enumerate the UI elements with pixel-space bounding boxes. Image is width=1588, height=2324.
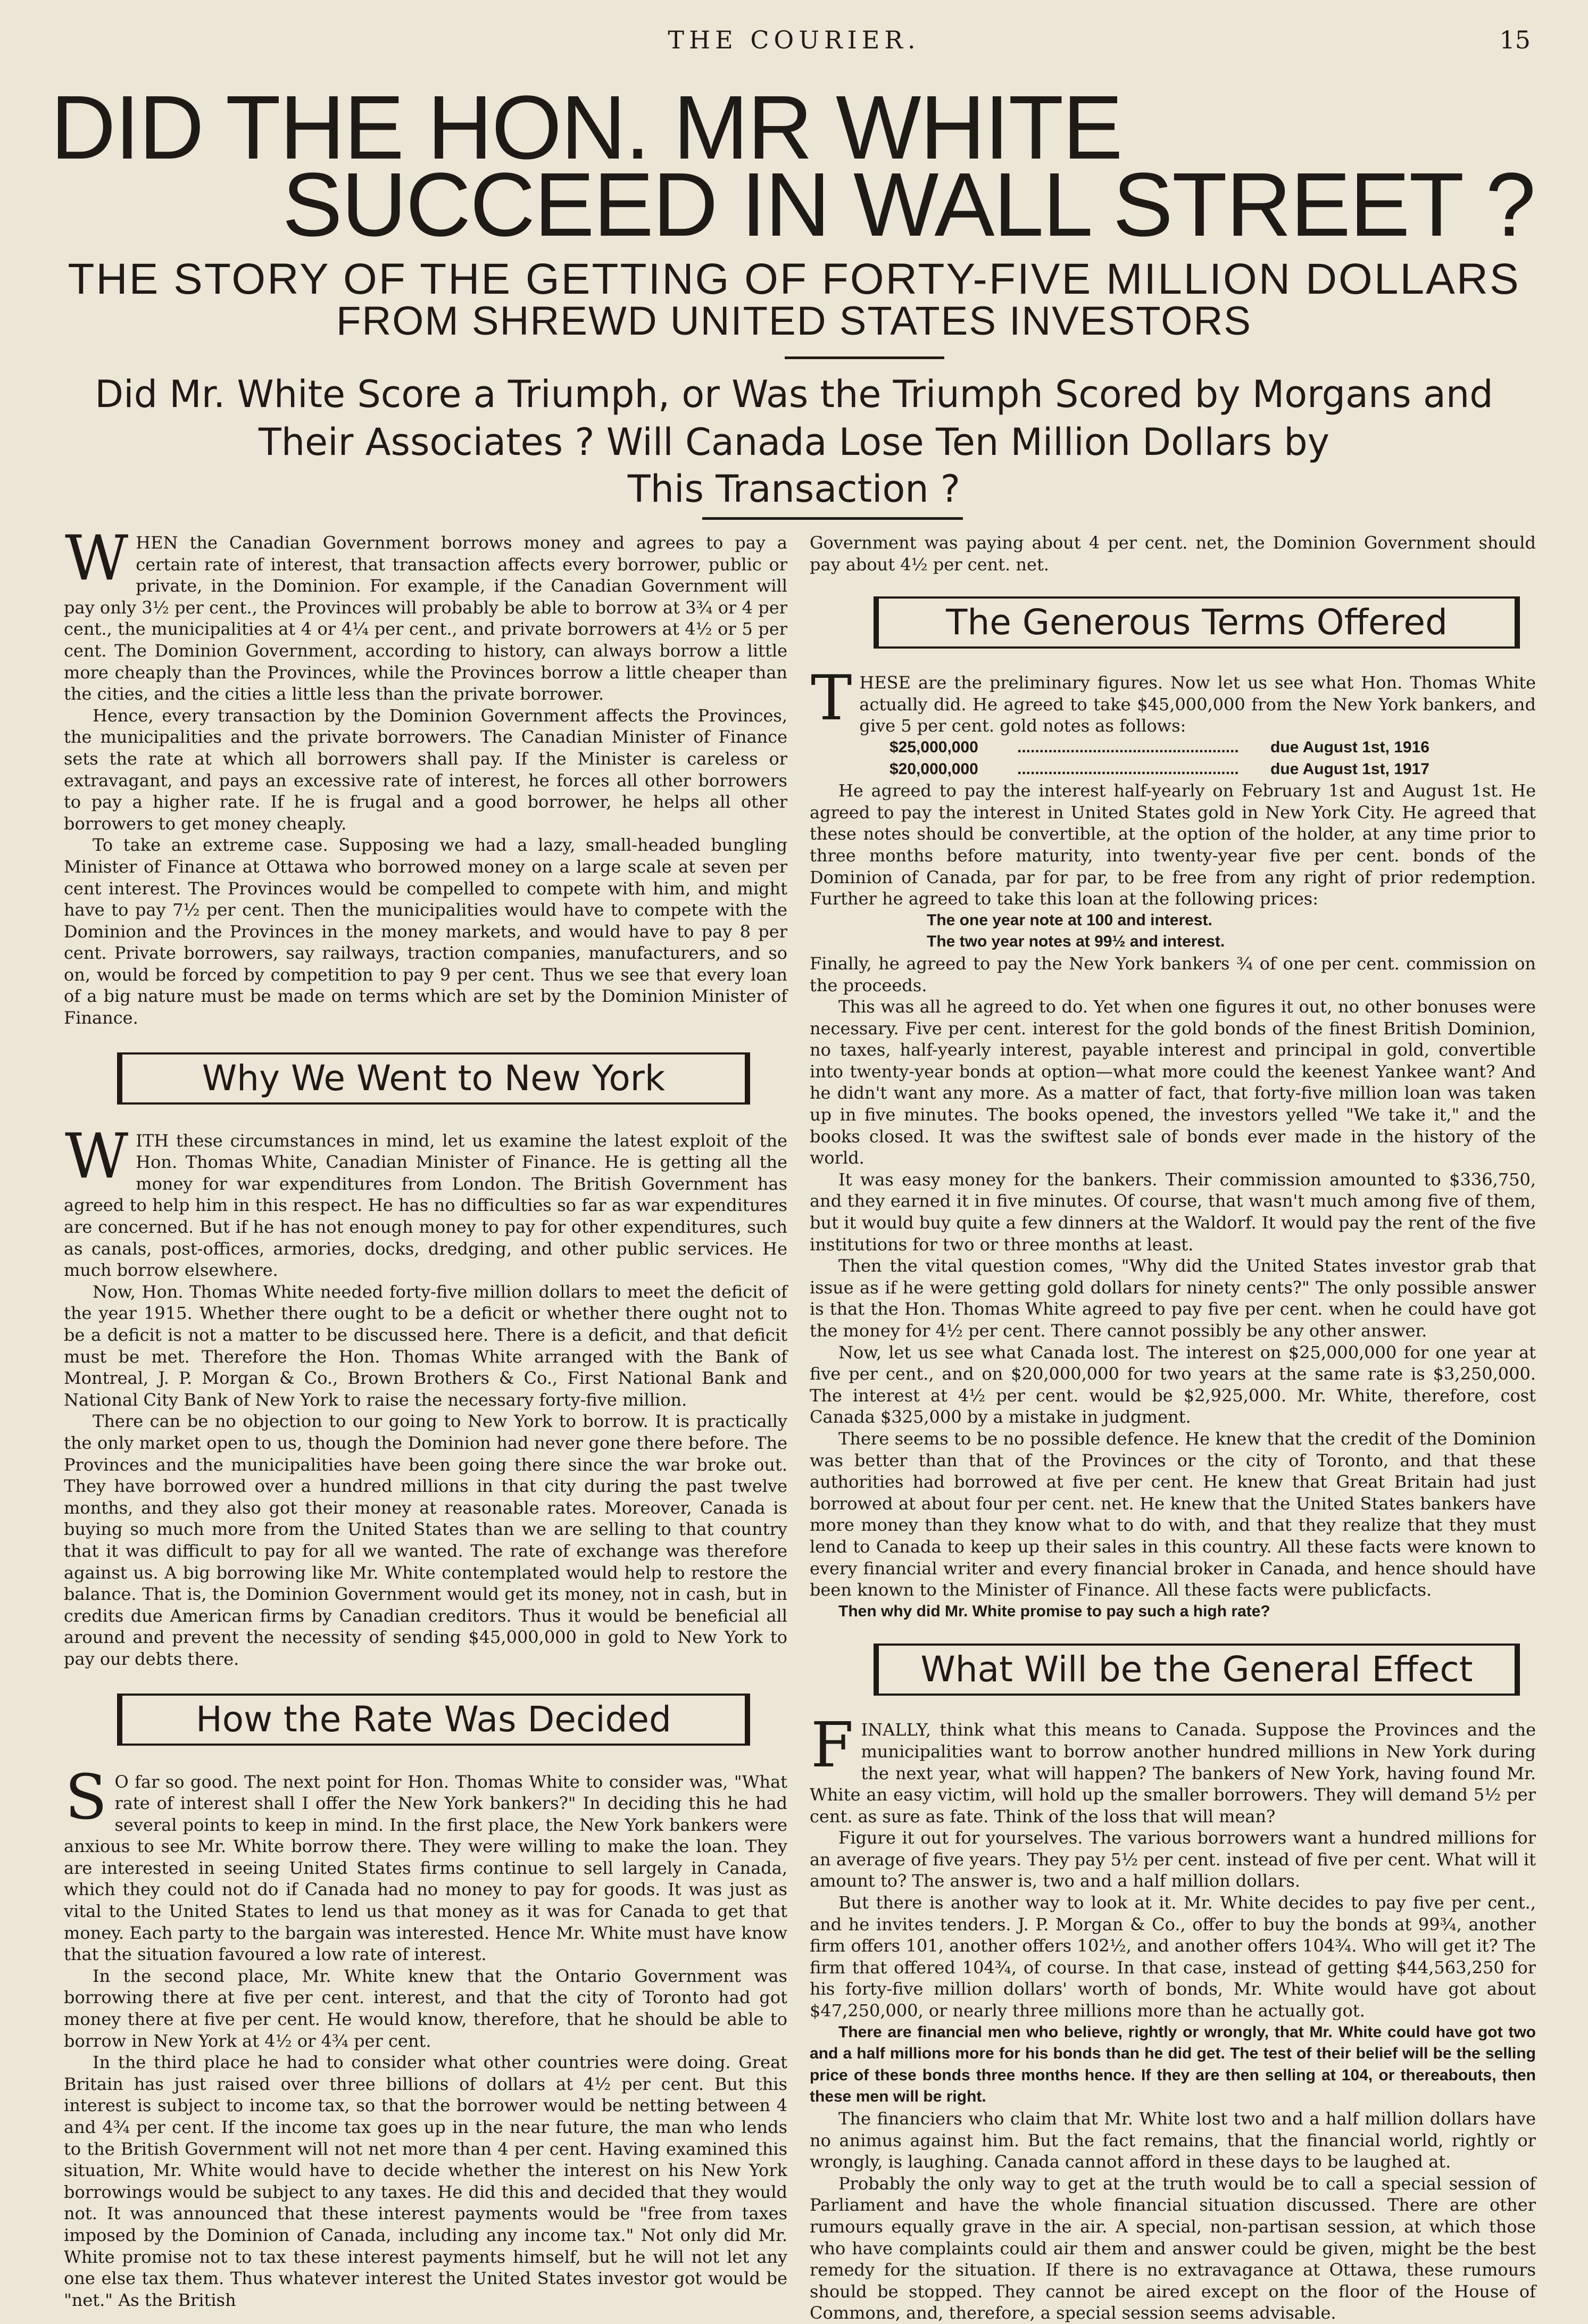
paragraph: Finally, he agreed to pay the New York bankers ¾ of one per cent. commission on the proceeds.	[810, 953, 1536, 995]
leader-dots: ..................................................	[1017, 760, 1239, 778]
term-line: The two year notes at 99½ and interest.	[927, 933, 1225, 951]
right-column	[810, 532, 1536, 2324]
divider-rule	[785, 356, 944, 359]
paragraph	[64, 1120, 787, 1281]
paragraph-text: INALLY, think what this means to Canada. Suppose the Provinces and the municipalities want to borrow another hundred millions in New York during the next year, what will happen? The bankers of New York, having found Mr. White an easy victim, will hold up the smaller borrowers. They will demand 5½ per cent. as sure as fate. Think of the loss that will mean?	[810, 1720, 1536, 1827]
term-line: The one year note at 100 and interest.	[927, 911, 1212, 929]
drop-cap: T	[811, 662, 852, 735]
paragraph: Hence, every transaction by the Dominion Government affects the Provinces, the municipalities and the private borrowers. The Canadian Minister of Finance sets the rate at which all borrowers shall pay. If the Minister is careless or extravagant, and pays an excessive rate of interest, he forces all other borrowers to pay a higher rate. If he is frugal and a good borrower, he helps all other borrowers to get money cheaply.	[64, 705, 787, 834]
note-due-date: due August 1st, 1916	[1270, 738, 1429, 756]
paragraph-text: HEN the Canadian Government borrows money and agrees to pay a certain rate of interest, that transaction affects every borrower, public or private, in the Dominion. For example, if the Canadian Government will pay only 3½ per cent., the Provinces will probably be able to borrow at 3¾ or 4 per cent., the municipalities at 4 or 4¼ per cent., and private borrowers at 4½ or 5 per cent. The Dominion Government, according to history, can always borrow a little more cheaply than the Provinces, while the Provinces borrow a little cheaper than the cities, and the cities a little less than the private borrower.	[64, 533, 787, 704]
subhead-line-2: FROM SHREWD UNITED STATES INVESTORS	[336, 298, 1252, 344]
running-head: THE COURIER.	[668, 26, 920, 54]
drop-cap: W	[65, 522, 129, 594]
paragraph: Figure it out for yourselves. The various borrowers want a hundred millions for an average of five years. They pay 5½ per cent. instead of five per cent. What will it amount to? The answer is, two and a half million dollars.	[810, 1828, 1536, 1891]
paragraph	[64, 1761, 787, 1965]
note-amount: $20,000,000	[889, 760, 978, 778]
note-amount: $25,000,000	[889, 738, 978, 756]
headline-line-1: DID THE HON. MR WHITE	[51, 77, 1122, 178]
paragraph: This was all he agreed to do. Yet when one figures it out, no other bonuses were necessary. Five per cent. interest for the gold bonds of the finest British Dominion, no taxes, half-yearly interest, payable interest and principal in gold, convertible into twenty-year bonds at option—what more could the keenest Yankee want? And he didn't want any more. As a matter of fact, that forty-five million loan was taken up in five minutes. The books opened, the investors yelled "We take it," and the books closed. It was the swiftest sale of bonds ever made in the history of the world.	[810, 997, 1536, 1168]
drop-cap: W	[65, 1120, 129, 1192]
leader-dots: ..................................................	[1017, 738, 1239, 756]
paragraph: Then the vital question comes, "Why did the United States investor grab that issue as if he were getting gold dollars for ninety cents?" The only possible answer is that the Hon. Thomas White agreed to pay five per cent. when he could have got the money for 4½ per cent. There cannot possibly be any other answer.	[810, 1256, 1536, 1341]
paragraph: He agreed to pay the interest half-yearly on February 1st and August 1st. He agreed to pay the interest in United States gold in New York City. He agreed that these notes should be convertible, at the option of the holder, at any time prior to three months before maturity, into twenty-year five per cent. bonds of the Dominion of Canada, par for par, to be free from any right of prior redemption. Further he agreed to take this loan at the following prices:	[810, 781, 1536, 909]
paragraph: To take an extreme case. Supposing we had a lazy, small-headed bungling Minister of Finance at Ottawa who borrowed money on a large scale at seven per cent interest. The Provinces would be compelled to compete with him, and might have to pay 7½ per cent. Then the municipalities would have to compete with the Dominion and the Provinces in the money markets, and would have to pay 8 per cent. Private borrowers, say railways, traction companies, manufacturers, and so on, would be forced by competition to pay 9 per cent. Thus we see that every loan of a big nature must be made on terms which are set by the Dominion Minister of Finance.	[64, 835, 787, 1028]
paragraph: But there is another way to look at it. Mr. White decides to pay five per cent., and he invites tenders. J. P. Morgan & Co., offer to buy the bonds at 99¾, another firm offers 101, another offers 102½, and another offers 104¾. Who will get it? The firm that offered 104¾, of course. In that case, instead of getting $44,563,250 for his forty-five million dollars' worth of bonds, Mr. White would have got about $47,250,000, or nearly three millions more than he actually got.	[810, 1893, 1536, 2021]
headline-line-2: SUCCEED IN WALL STREET ?	[282, 154, 1535, 255]
deck-line-3: This Transaction ?	[627, 467, 961, 511]
paragraph-text: O far so good. The next point for Hon. Thomas White to consider was, "What rate of interest shall I offer the New York bankers?" In deciding this he had several points to keep in mind. In the first place, the New York bankers were anxious to see Mr. White borrow there. They were willing to make the loan. They are interested in seeing United States firms continue to sell largely in Canada, which they could not do if Canada had no money to pay for goods. It was just as vital to the United States to lend us that money as it was for Canada to get that money. Each party to the bargain was interested. Hence Mr. White must have know that the situation favoured a low rate of interest.	[64, 1771, 787, 1965]
deck-line-2: Their Associates ? Will Canada Lose Ten Million Dollars by	[258, 420, 1330, 464]
drop-cap: F	[811, 1709, 854, 1782]
paragraph: The financiers who claim that Mr. White lost two and a half million dollars have no animus against him. But the fact remains, that the financial world, rightly or wrongly, is laughing. Canada cannot afford in these days to be laughed at.	[810, 2109, 1536, 2172]
paragraph: Now, let us see what Canada lost. The interest on $25,000,000 for one year at five per cent., and on $20,000,000 for two years at the same rate is $3,250,000. The interest at 4½ per cent. would be $2,925,000. Mr. White, therefore, cost Canada $325,000 by a mistake in judgment.	[810, 1342, 1536, 1427]
paragraph: Probably the only way to get at the truth would be to call a special session of Parliament and have the whole financial situation discussed. There are other rumours equally grave in the air. A special, non-partisan session, at which those who have complaints could air them and answer could be given, might be the best remedy for the situation. If there is no extravagance at Ottawa, these rumours should be stopped. They cannot be aired except on the floor of the House of Commons, and, therefore, a special session seems advisable.	[810, 2173, 1536, 2323]
note-row	[889, 737, 1536, 759]
section-heading-general-effect: What Will be the General Effect	[874, 1644, 1520, 1696]
paragraph	[810, 1709, 1536, 1827]
paragraph	[810, 662, 1536, 737]
section-heading-generous-terms: The Generous Terms Offered	[874, 596, 1520, 649]
drop-cap: S	[65, 1761, 107, 1833]
note-due-date: due August 1st, 1917	[1270, 760, 1429, 778]
divider-rule	[702, 517, 963, 520]
paragraph-text: ITH these circumstances in mind, let us examine the latest exploit of the Hon. Thomas White, Canadian Minister of Finance. He is getting all the money for war expenditures from London. The British Government has agreed to help him in this respect. He has no difficulties so far as war expenditures are concerned. But if he has not enough money to pay for other expenditures, such as canals, post-offices, armories, docks, dredging, and other public services. He much borrow elsewhere.	[64, 1130, 787, 1281]
paragraph: Now, Hon. Thomas White needed forty-five million dollars to meet the deficit of the year 1915. Whether there ought to be a deficit or whether there ought not to be a deficit is not a matter to be discussed here. There is a deficit, and that deficit must be met. Therefore the Hon. Thomas White arranged with the Bank of Montreal, J. P. Morgan & Co., Brown Brothers & Co., First National Bank and National City Bank of New York to raise the necessary forty-five million.	[64, 1281, 787, 1410]
continued-paragraph: Government was paying about 4 per cent. net, the Dominion Government should pay about 4½ per cent. net.	[810, 533, 1536, 575]
page-number: 15	[1499, 26, 1531, 54]
paragraph: There seems to be no possible defence. He knew that the credit of the Dominion was better than that of the Provinces or the city of Toronto, and that these authorities had borrowed at five per cent. He knew that Great Britain had just borrowed at about four per cent. net. He knew that the United States bankers have more money than they know what to do with, and that they realize that they must lend to Canada to keep up their sales in this country. All these facts were known to every financial writer and every financial broker in Canada, and hence should have been known to the Minister of Finance. All these facts were publicfacts.	[810, 1428, 1536, 1600]
emphasis-question: Then why did Mr. White promise to pay such a high rate?	[838, 1602, 1270, 1620]
paragraph: In the second place, Mr. White knew that the Ontario Government was borrowing there at five per cent. interest, and that the city of Toronto had got money there at five per cent. He would know, therefore, that he should be able to borrow in New York at 4½ or 4¾ per cent.	[64, 1965, 787, 2051]
notes-list	[810, 737, 1536, 780]
subhead-line-1: THE STORY OF THE GETTING OF FORTY-FIVE MILLION DOLLARS	[68, 255, 1520, 303]
intro-paragraph	[64, 522, 787, 705]
paragraph: In the third place he had to consider what other countries were doing. Great Britain has just raised over three billions of dollars at 4½ per cent. But this interest is subject to income tax, so that the borrower would be netting between 4 and 4¾ per cent. If the income tax goes up in the near future, the man who lends to the British Government will not net more than 4 per cent. Having examined this situation, Mr. White would have to decide whether the interest on his New York borrowings would be subject to any taxes. He did this and decided that they would not. It was announced that these interest payments would be "free from taxes imposed by the Dominion of Canada, including any income tax." Not only did Mr. White promise not to tax these interest payments himself, but he will not let any one else tax them. Thus whatever interest the United States investor got would be "net." As the British	[64, 2052, 787, 2310]
paragraph-text: HESE are the preliminary figures. Now let us see what Hon. Thomas White actually did. He agreed to take $45,000,000 from the New York bankers, and give 5 per cent. gold notes as follows:	[859, 673, 1536, 736]
note-row	[889, 759, 1536, 781]
left-column	[64, 522, 787, 2311]
section-heading-why-we-went: Why We Went to New York	[117, 1052, 750, 1105]
emphasis-paragraph: There are financial men who believe, rightly or wrongly, that Mr. White could have got two and a half millions more for his bonds than he did get. The test of their belief will be the selling price of these bonds three months hence. If they are then selling at 104, or thereabouts, then these men will be right.	[810, 2023, 1536, 2106]
paragraph: There can be no objection to our going to New York to borrow. It is practically the only market open to us, though the Dominion had never gone there before. The Provinces and the municipalities have been going there since the war broke out. They have borrowed over a hundred millions in that city during the past twelve months, and they also got their money at reasonable rates. Moreover, Canada is buying so much more from the United States than we are selling to that country that it was difficult to pay for all we wanted. The rate of exchange was therefore against us. A big borrowing like Mr. White contemplated would help to restore the balance. That is, the Dominion Government would get its money, not in cash, but in credits due American firms by Canadian creditors. Thus it would be beneficial all around and prevent the necessity of sending $45,000,000 in gold to New York to pay our debts there.	[64, 1411, 787, 1669]
deck-line-1: Did Mr. White Score a Triumph, or Was the Triumph Scored by Morgans and	[95, 372, 1493, 416]
paragraph: It was easy money for the bankers. Their commission amounted to $336,750, and they earned it in five minutes. Of course, that wasn't much among five of them, but it would buy quite a few dinners at the Waldorf. It would pay the rent of the five institutions for two or three months at least.	[810, 1169, 1536, 1255]
section-heading-how-the-rate: How the Rate Was Decided	[117, 1694, 750, 1746]
